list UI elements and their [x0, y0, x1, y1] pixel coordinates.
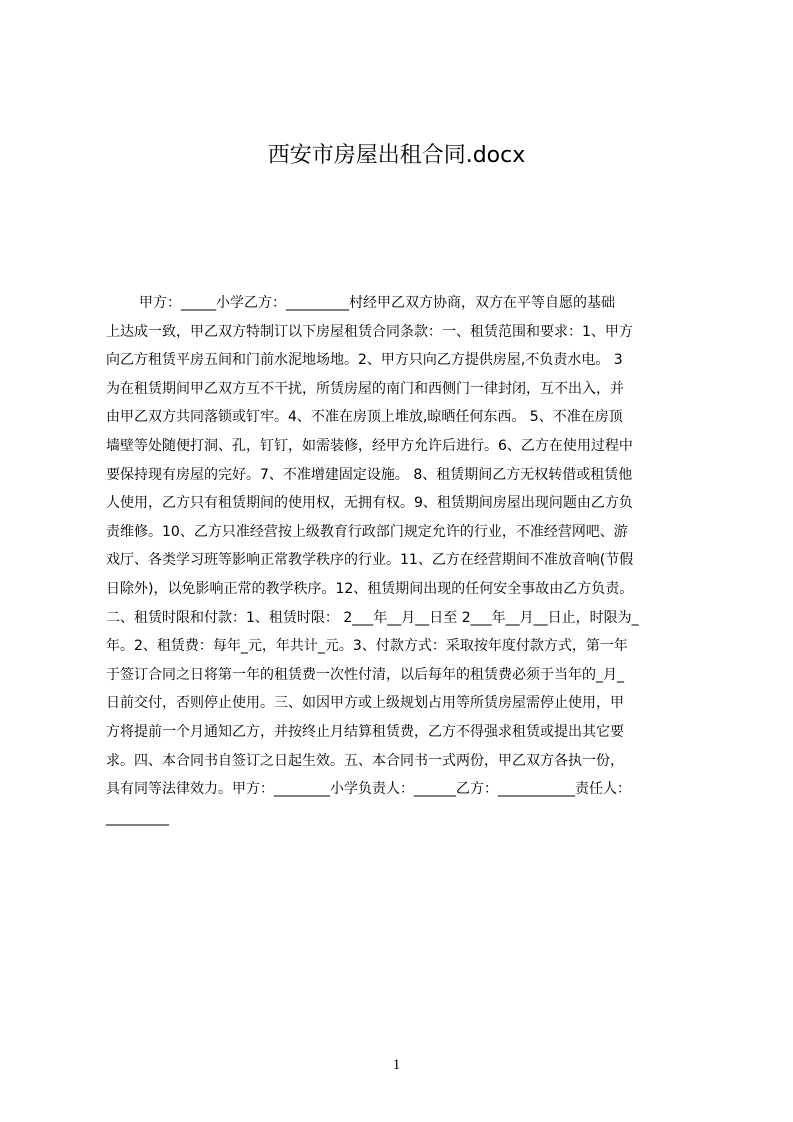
- body-line: 由甲乙双方共同落锁或钉牢。4、不准在房顶上堆放,晾晒任何东西。 5、不准在房顶: [106, 409, 623, 426]
- body-line: 戏厅、各类学习班等影响正常教学秩序的行业。11、乙方在经营期间不准放音响(节假: [106, 552, 634, 569]
- body-line: 为在租赁期间甲乙双方互不干扰，所赁房屋的南门和西侧门一律封闭，互不出入，并: [106, 380, 624, 397]
- body-line: 人使用，乙方只有租赁期间的使用权，无拥有权。9、租赁期间房屋出现问题由乙方负: [106, 495, 633, 512]
- body-line: 墙壁等处随便打洞、孔，钉钉，如需装修，经甲方允许后进行。6、乙方在使用过程中: [106, 437, 633, 454]
- contract-body: [106, 289, 698, 826]
- page-number: 1: [392, 1057, 401, 1073]
- body-line: 甲方：_____小学乙方：_________村经甲乙双方协商，双方在平等自愿的基础: [139, 295, 615, 311]
- body-line: _________: [106, 809, 169, 826]
- body-line: 日前交付，否则停止使用。三、如因甲方或上级规划占用等所赁房屋需停止使用，甲: [106, 695, 624, 712]
- body-line: 二、租赁时限和付款：1、租赁时限： 2___年__月__日至 2___年__月__日止，时限为_: [106, 609, 639, 626]
- body-line: 日除外)，以免影响正常的教学秩序。12、租赁期间出现的任何安全事故由乙方负责。: [106, 580, 634, 597]
- body-line: 求。四、本合同书自签订之日起生效。五、本合同书一式两份，甲乙双方各执一份，: [106, 752, 624, 769]
- body-line: 上达成一致，甲乙双方特制订以下房屋租赁合同条款：一、租赁范围和要求：1、甲方: [106, 323, 633, 340]
- body-line: 具有同等法律效力。甲方：________小学负责人：______乙方：___________责任人：: [106, 781, 631, 798]
- body-line: 年。2、租赁费：每年_元，年共计_元。3、付款方式：采取按年度付款方式，第一年: [106, 638, 628, 655]
- body-line: 向乙方租赁平房五间和门前水泥地场地。2、甲方只向乙方提供房屋,不负责水电。 3: [106, 352, 623, 369]
- body-line: 方将提前一个月通知乙方，并按终止月结算租赁费，乙方不得强求租赁或提出其它要: [106, 723, 624, 740]
- body-line: 要保持现有房屋的完好。7、不准增建固定设施。 8、租赁期间乙方无权转借或租赁他: [106, 466, 633, 483]
- body-line: 责维修。10、乙方只准经营按上级教育行政部门规定允许的行业，不准经营网吧、游: [106, 523, 628, 540]
- body-line: 于签订合同之日将第一年的租赁费一次性付清，以后每年的租赁费必须于当年的_月_: [106, 666, 624, 683]
- document-title: 西安市房屋出租合同.docx: [267, 143, 526, 168]
